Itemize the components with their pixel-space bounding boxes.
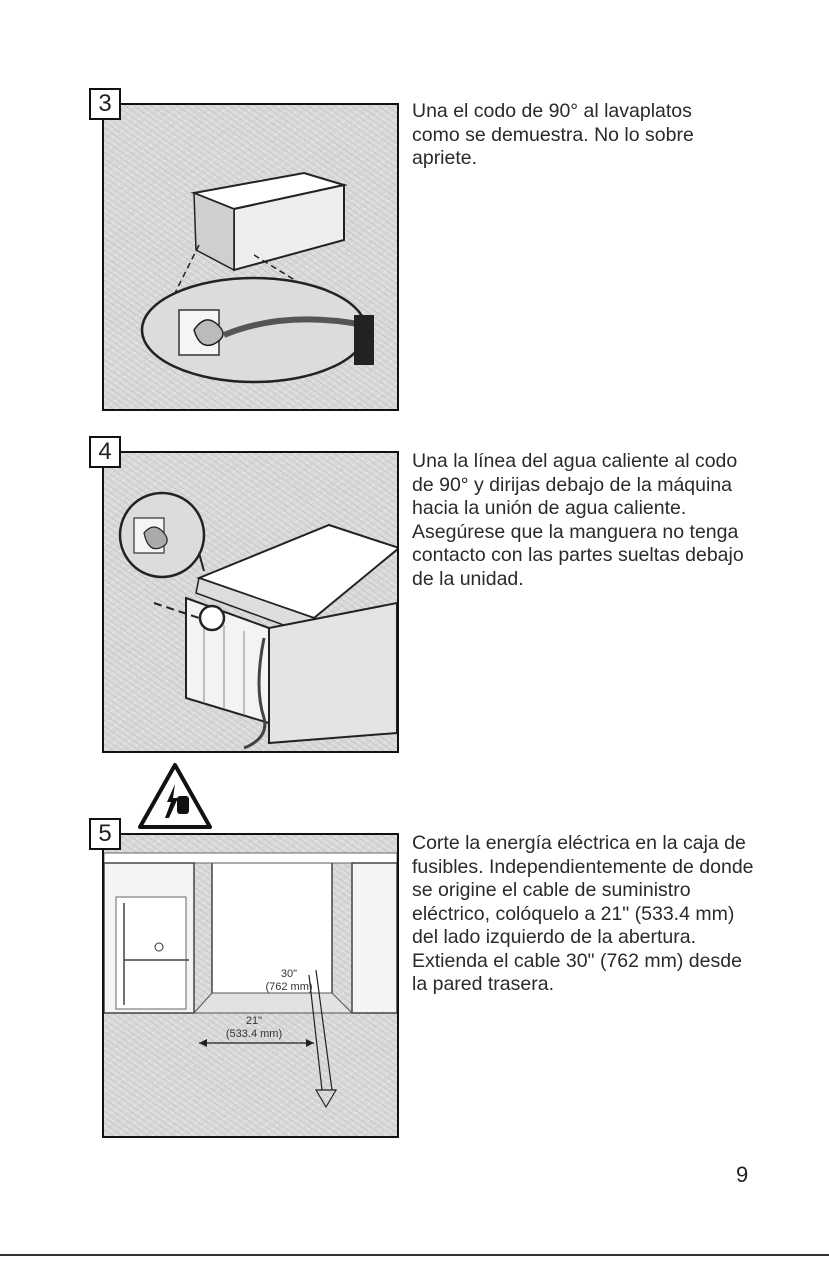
step-4-number: 4 (89, 436, 121, 468)
hot-water-line-illustration (104, 453, 397, 751)
step-4-illustration (102, 451, 399, 753)
step-4-text: Una la línea del agua caliente al codo de 90° y dirijas debajo de la máquina hacia la unión de agua caliente. Asegúrese que la manguera no tenga contacto con las partes sueltas debajo de la unidad. (412, 450, 744, 590)
width-dimension-label (214, 1015, 294, 1041)
step-5-number: 5 (89, 818, 121, 850)
width-dimension-mm: (533.4 mm) (225, 1028, 283, 1040)
depth-dimension-label (259, 968, 319, 994)
step-5-text: Corte la energía eléctrica en la caja de fusibles. Independientemente de donde se origine el cable de suministro eléctrico, colóquelo a 21" (533.4 mm) del lado izquierdo de la abertura. Extienda el cable 30" (762 mm) desde la pared trasera. (412, 832, 754, 995)
step-3-text: Una el codo de 90° al lavaplatos como se demuestra. No lo sobre apriete. (412, 100, 694, 169)
page-number: 9 (736, 1162, 749, 1187)
depth-dimension-inches: 30" (280, 968, 298, 980)
cabinet-opening-illustration (104, 835, 397, 1136)
bottom-rule (0, 1254, 829, 1256)
depth-dimension-mm: (762 mm) (265, 981, 313, 993)
step-5-illustration (102, 833, 399, 1138)
electrical-hazard-icon (137, 762, 213, 830)
step-3-number: 3 (89, 88, 121, 120)
step-3-illustration (102, 103, 399, 411)
dishwasher-elbow-illustration (104, 105, 397, 409)
width-dimension-inches: 21" (245, 1015, 263, 1027)
